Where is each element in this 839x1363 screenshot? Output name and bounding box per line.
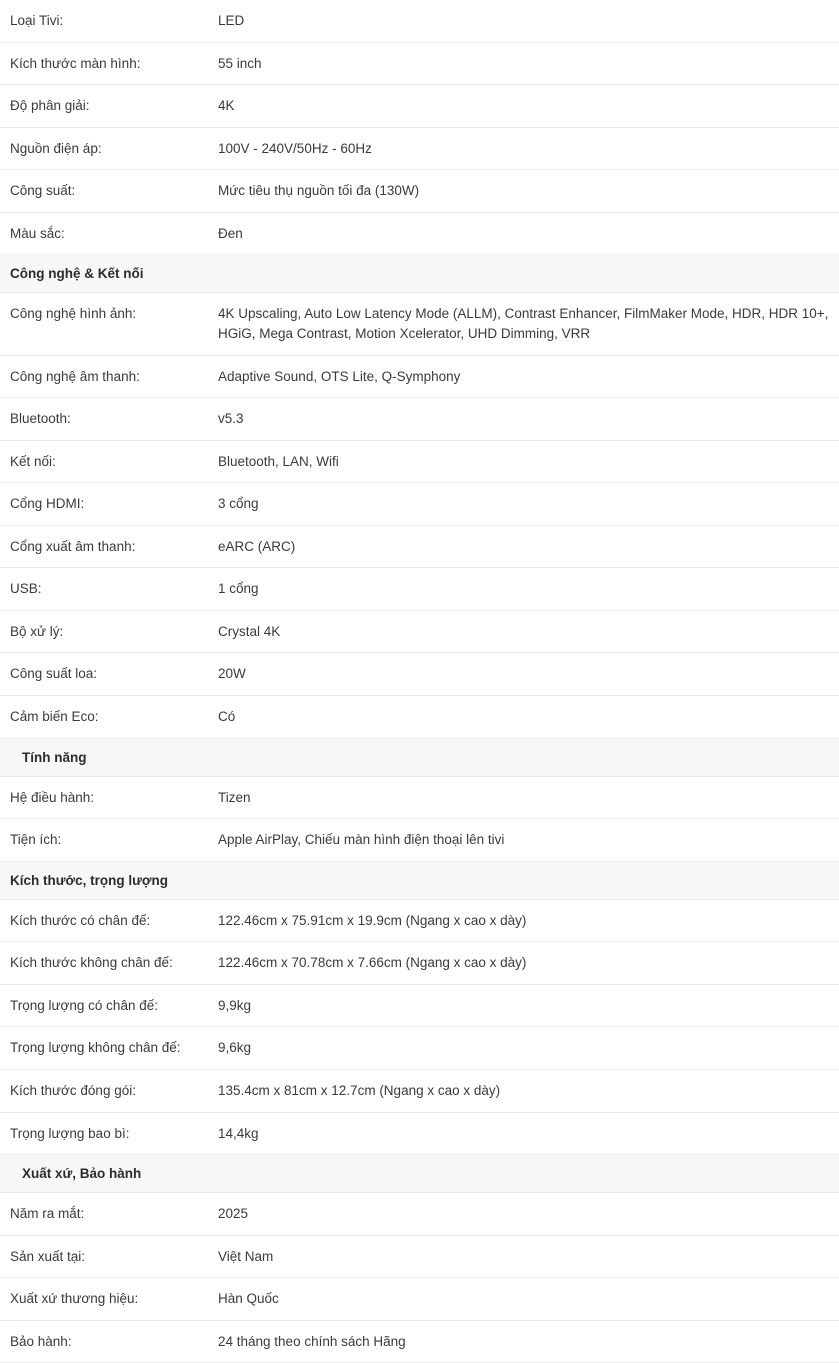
spec-label: Trọng lượng có chân đế: [0, 984, 210, 1027]
spec-value: 9,6kg [210, 1027, 839, 1070]
spec-value: v5.3 [210, 398, 839, 441]
spec-label: Công suất: [0, 170, 210, 213]
table-row [0, 653, 839, 696]
table-row [0, 483, 839, 526]
table-row [0, 212, 839, 255]
spec-value: 9,9kg [210, 984, 839, 1027]
table-row [0, 85, 839, 128]
table-row [0, 819, 839, 862]
spec-value: 4K [210, 85, 839, 128]
spec-value: 122.46cm x 70.78cm x 7.66cm (Ngang x cao x dày) [210, 942, 839, 985]
spec-group-header-row [0, 1155, 839, 1193]
table-row [0, 170, 839, 213]
spec-value: 100V - 240V/50Hz - 60Hz [210, 127, 839, 170]
spec-group-title: Xuất xứ, Bảo hành [22, 1166, 142, 1182]
spec-value: Apple AirPlay, Chiếu màn hình điện thoại lên tivi [210, 819, 839, 862]
spec-group-header-cell [0, 861, 839, 899]
spec-label: Kết nối: [0, 440, 210, 483]
spec-label: Kích thước có chân đế: [0, 899, 210, 942]
spec-value: 4K Upscaling, Auto Low Latency Mode (ALLM), Contrast Enhancer, FilmMaker Mode, HDR, HDR 10+, HGiG, Mega Contrast, Motion Xcelerator, UHD Dimming, VRR [210, 293, 839, 355]
spec-value: Hàn Quốc [210, 1278, 839, 1321]
spec-group-title: Tính năng [22, 749, 87, 765]
table-row [0, 696, 839, 739]
spec-label: Tiện ích: [0, 819, 210, 862]
spec-value: 2025 [210, 1193, 839, 1236]
spec-group-header-cell [0, 1155, 839, 1193]
spec-label: Cổng HDMI: [0, 483, 210, 526]
spec-value: Có [210, 696, 839, 739]
spec-label: Bảo hành: [0, 1320, 210, 1363]
table-row [0, 293, 839, 355]
table-row [0, 42, 839, 85]
spec-label: Loại Tivi: [0, 0, 210, 42]
spec-value: Bluetooth, LAN, Wifi [210, 440, 839, 483]
spec-value: 135.4cm x 81cm x 12.7cm (Ngang x cao x dày) [210, 1069, 839, 1112]
spec-group-header-cell [0, 738, 839, 776]
spec-label: Công nghệ âm thanh: [0, 355, 210, 398]
table-row [0, 984, 839, 1027]
table-row [0, 568, 839, 611]
spec-value: Adaptive Sound, OTS Lite, Q-Symphony [210, 355, 839, 398]
table-row [0, 610, 839, 653]
spec-value: 3 cổng [210, 483, 839, 526]
spec-value: 122.46cm x 75.91cm x 19.9cm (Ngang x cao x dày) [210, 899, 839, 942]
table-row [0, 899, 839, 942]
spec-value: 14,4kg [210, 1112, 839, 1155]
table-row [0, 398, 839, 441]
table-row [0, 127, 839, 170]
spec-label: Cảm biến Eco: [0, 696, 210, 739]
spec-group-title: Kích thước, trọng lượng [10, 872, 168, 888]
spec-label: Công suất loa: [0, 653, 210, 696]
table-row [0, 1320, 839, 1363]
spec-group-header-cell [0, 255, 839, 293]
spec-group-header-row [0, 255, 839, 293]
spec-value: Tizen [210, 776, 839, 819]
spec-group-header-row [0, 861, 839, 899]
table-row [0, 942, 839, 985]
spec-value: Mức tiêu thụ nguồn tối đa (130W) [210, 170, 839, 213]
spec-label: Kích thước màn hình: [0, 42, 210, 85]
spec-value: eARC (ARC) [210, 525, 839, 568]
spec-value: 20W [210, 653, 839, 696]
spec-value: Đen [210, 212, 839, 255]
spec-value: LED [210, 0, 839, 42]
spec-label: Trọng lượng không chân đế: [0, 1027, 210, 1070]
table-row [0, 1027, 839, 1070]
spec-label: Bộ xử lý: [0, 610, 210, 653]
spec-label: Cổng xuất âm thanh: [0, 525, 210, 568]
table-row [0, 776, 839, 819]
spec-label: Xuất xứ thương hiệu: [0, 1278, 210, 1321]
spec-value: Việt Nam [210, 1235, 839, 1278]
table-row [0, 1278, 839, 1321]
spec-label: Năm ra mắt: [0, 1193, 210, 1236]
spec-label: Màu sắc: [0, 212, 210, 255]
spec-value: Crystal 4K [210, 610, 839, 653]
spec-label: Kích thước không chân đế: [0, 942, 210, 985]
spec-label: Bluetooth: [0, 398, 210, 441]
table-row [0, 1235, 839, 1278]
spec-group-header-row [0, 738, 839, 776]
table-row [0, 1069, 839, 1112]
spec-label: Trọng lượng bao bì: [0, 1112, 210, 1155]
table-row [0, 0, 839, 42]
spec-value: 24 tháng theo chính sách Hãng [210, 1320, 839, 1363]
spec-label: Nguồn điện áp: [0, 127, 210, 170]
spec-label: Độ phân giải: [0, 85, 210, 128]
table-row [0, 1193, 839, 1236]
table-row [0, 1112, 839, 1155]
spec-label: Sản xuất tại: [0, 1235, 210, 1278]
spec-value: 55 inch [210, 42, 839, 85]
table-row [0, 355, 839, 398]
spec-value: 1 cổng [210, 568, 839, 611]
spec-label: USB: [0, 568, 210, 611]
spec-label: Kích thước đóng gói: [0, 1069, 210, 1112]
spec-label: Công nghệ hình ảnh: [0, 293, 210, 355]
spec-group-title: Công nghệ & Kết nối [10, 266, 144, 282]
table-row [0, 440, 839, 483]
spec-label: Hệ điều hành: [0, 776, 210, 819]
table-row [0, 525, 839, 568]
